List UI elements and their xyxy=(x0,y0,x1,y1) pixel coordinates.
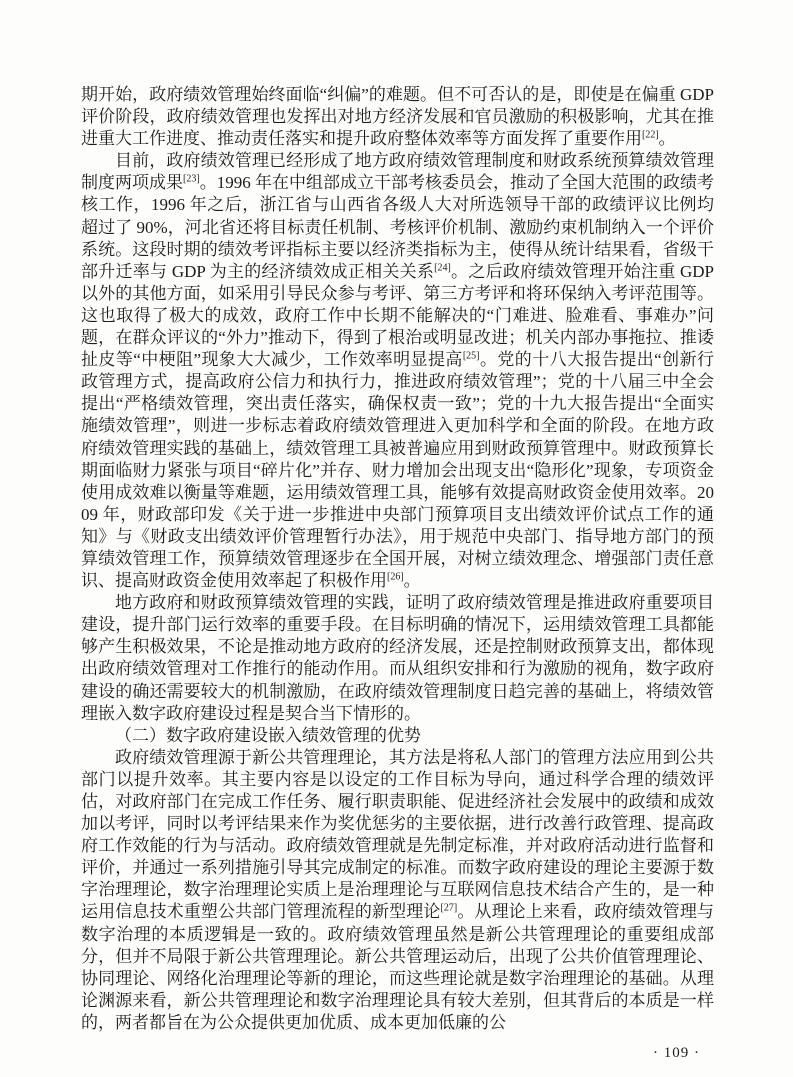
citation-marker: [24] xyxy=(434,262,451,274)
citation-marker: [26] xyxy=(387,571,404,583)
citation-marker: [27] xyxy=(440,902,458,914)
page-number: · 109 · xyxy=(653,1045,700,1062)
paragraph: 期开始，政府绩效管理始终面临“纠偏”的难题。但不可否认的是，即使是在偏重 GDP 评价阶段，政府绩效管理也发挥出对地方经济发展和官员激励的积极影响，尤其在推进重大工作进度、推动责任落实和提升政府整体效率等方面发挥了重要作用[22]。 xyxy=(81,85,714,149)
paragraph: 地方政府和财政预算绩效管理的实践，证明了政府绩效管理是推进政府重要项目建设，提升部门运行效率的重要手段。在目标明确的情况下，运用绩效管理工具都能够产生积极效果，不论是推动地方政府的经济发展，还是控制财政预算支出，都体现出政府绩效管理对工作推行的能动作用。而从组织安排和行为激励的视角，数字政府建设的确还需要较大的机制激励，在政府绩效管理制度日趋完善的基础上，将绩效管理嵌入数字政府建设过程是契合当下情形的。 xyxy=(81,593,714,723)
document-body xyxy=(81,84,714,1034)
section-heading: （二）数字政府建设嵌入绩效管理的优势 xyxy=(115,725,421,745)
paragraph: 政府绩效管理源于新公共管理理论，其方法是将私人部门的管理方法应用到公共部门以提升效率。其主要内容是以设定的工作目标为导向，通过科学合理的绩效评估，对政府部门在完成工作任务、履行职责职能、促进经济社会发展中的政绩和成效加以考评，同时以考评结果来作为奖优惩劣的主要依据，进行改善行政管理、提高政府工作效能的行为与活动。政府绩效管理就是先制定标准，并对政府活动进行监督和评价，并通过一系列措施引导其完成制定的标准。而数字政府建设的理论主要源于数字治理理论，数字治理理论实质上是治理理论与互联网信息技术结合产生的，是一种运用信息技术重塑公共部门管理流程的新型理论[27]。从理论上来看，政府绩效管理与数字治理的本质逻辑是一致的。政府绩效管理虽然是新公共管理理论的重要组成部分，但并不局限于新公共管理理论。新公共管理运动后，出现了公共价值管理理论、协同理论、网络化治理理论等新的理论，而这些理论就是数字治理理论的基础。从理论渊源来看，新公共管理理论和数字治理理论具有较大差别，但其背后的本质是一样的，两者都旨在为公众提供更加优质、成本更加低廉的公 xyxy=(81,747,715,1032)
citation-marker: [22] xyxy=(642,129,659,141)
citation-marker: [25] xyxy=(462,350,480,362)
citation-marker: [23] xyxy=(183,173,200,185)
paragraph: 目前，政府绩效管理已经形成了地方政府绩效管理制度和财政系统预算绩效管理制度两项成果[23]。1996 年在中组部成立干部考核委员会，推动了全国大范围的政绩考核工作，1996 年之后，浙江省与山西省各级人大对所选领导干部的政绩评议比例均超过了 90%，河北省还将目标责任机制、考核评价机制、激励约束机制纳入一个评价系统。这段时期的绩效考评指标主要以经济类指标为主，使得从统计结果看，省级干部升迁率与 GDP 为主的经济绩效成正相关关系[24]。之后政府绩效管理开始注重 GDP 以外的其他方面，如采用引导民众参与考评、第三方考评和将环保纳入考评范围等。这也取得了极大的成效，政府工作中长期不能解决的“门难进、脸难看、事难办”问题，在群众评议的“外力”推动下，得到了根治或明显改进；机关内部办事拖拉、推诿扯皮等“中梗阻”现象大大减少，工作效率明显提高[25]。党的十八大报告提出“创新行政管理方式，提高政府公信力和执行力，推进政府绩效管理”；党的十八届三中全会提出“严格绩效管理，突出责任落实，确保权责一致”；党的十九大报告提出“全面实施绩效管理”，则进一步标志着政府绩效管理进入更加科学和全面的阶段。在地方政府绩效管理实践的基础上，绩效管理工具被普遍应用到财政预算管理中。财政预算长期面临财力紧张与项目“碎片化”并存、财力增加会出现支出“隐形化”现象，专项资金使用成效难以衡量等难题，运用绩效管理工具，能够有效提高财政资金使用效率。2009 年，财政部印发《关于进一步推进中央部门预算项目支出绩效评价试点工作的通知》与《财政支出绩效评价管理暂行办法》，用于规范中央部门、指导地方部门的预算绩效管理工作，预算绩效管理逐步在全国开展，对树立绩效理念、增强部门责任意识、提高财政资金使用效率起了积极作用[26]。 xyxy=(81,151,715,591)
